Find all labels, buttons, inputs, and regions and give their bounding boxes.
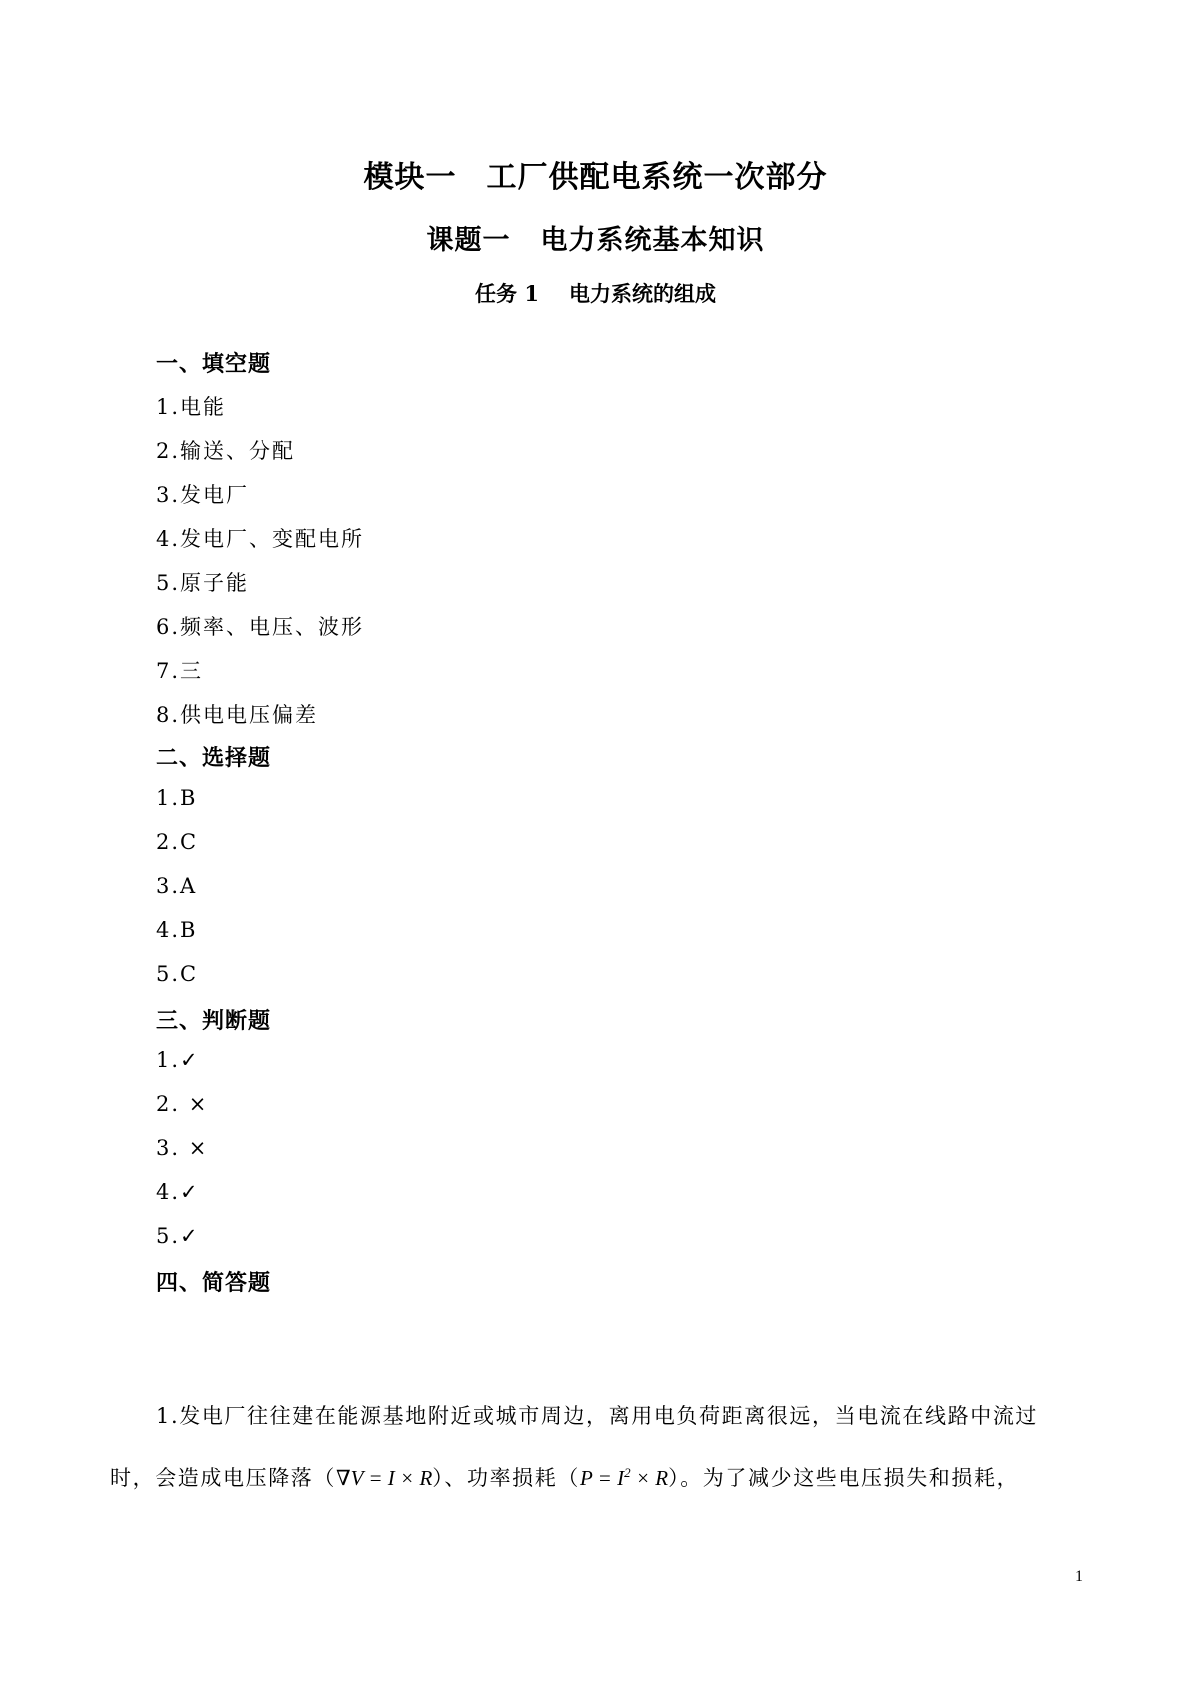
answer-text: 时，会造成电压降落（ [110,1466,336,1490]
answer-text: ）、功率损耗（ [432,1466,580,1490]
list-item: 2. × [156,1092,209,1116]
section-heading-true-false: 三、判断题 [156,1008,272,1034]
list-item: 8.供电电压偏差 [156,703,319,727]
formula-exponent: 2 [624,1465,631,1480]
formula-part: × R [630,1466,669,1490]
formula-part: P = I [579,1466,625,1490]
list-item: 6.频率、电压、波形 [156,615,365,639]
task-name: 电力系统的组成 [568,281,716,306]
list-item: 7.三 [156,659,204,683]
module-title [0,152,1191,196]
section-heading-short-answer: 四、简答题 [156,1270,272,1296]
section-heading-fill-blank: 一、填空题 [156,351,272,377]
task-title [0,278,1191,308]
list-item: 5.C [156,962,199,986]
list-item: 1.电能 [156,395,227,419]
answer-paragraph-line [110,1462,1090,1492]
list-item: 5.原子能 [156,571,250,595]
topic-title [0,218,1191,257]
list-item: 3.发电厂 [156,483,250,507]
answer-paragraph-line: 1.发电厂往往建在能源基地附近或城市周边，离用电负荷距离很远，当电流在线路中流过 [156,1404,1039,1428]
list-item: 3.A [156,874,198,898]
topic-name: 电力系统基本知识 [540,225,765,256]
list-item: 2.输送、分配 [156,439,296,463]
list-item: 1.B [156,786,198,810]
page-number: 1 [1075,1568,1083,1585]
answer-text: ）。为了减少这些电压损失和损耗， [668,1466,1020,1490]
task-label: 任务 1 [475,281,539,306]
power-loss-formula [580,1466,668,1490]
module-label: 模块一 [363,160,457,195]
list-item: 1.✓ [156,1048,200,1072]
section-heading-choice: 二、选择题 [156,745,272,771]
list-item: 5.✓ [156,1224,200,1248]
list-item: 4.✓ [156,1180,200,1204]
topic-label: 课题一 [426,225,511,256]
list-item: 4.B [156,918,198,942]
list-item: 2.C [156,830,199,854]
list-item: 4.发电厂、变配电所 [156,527,365,551]
voltage-drop-formula: ∇V = I × R [336,1466,433,1490]
list-item: 3. × [156,1136,209,1160]
module-name: 工厂供配电系统一次部分 [486,160,828,195]
